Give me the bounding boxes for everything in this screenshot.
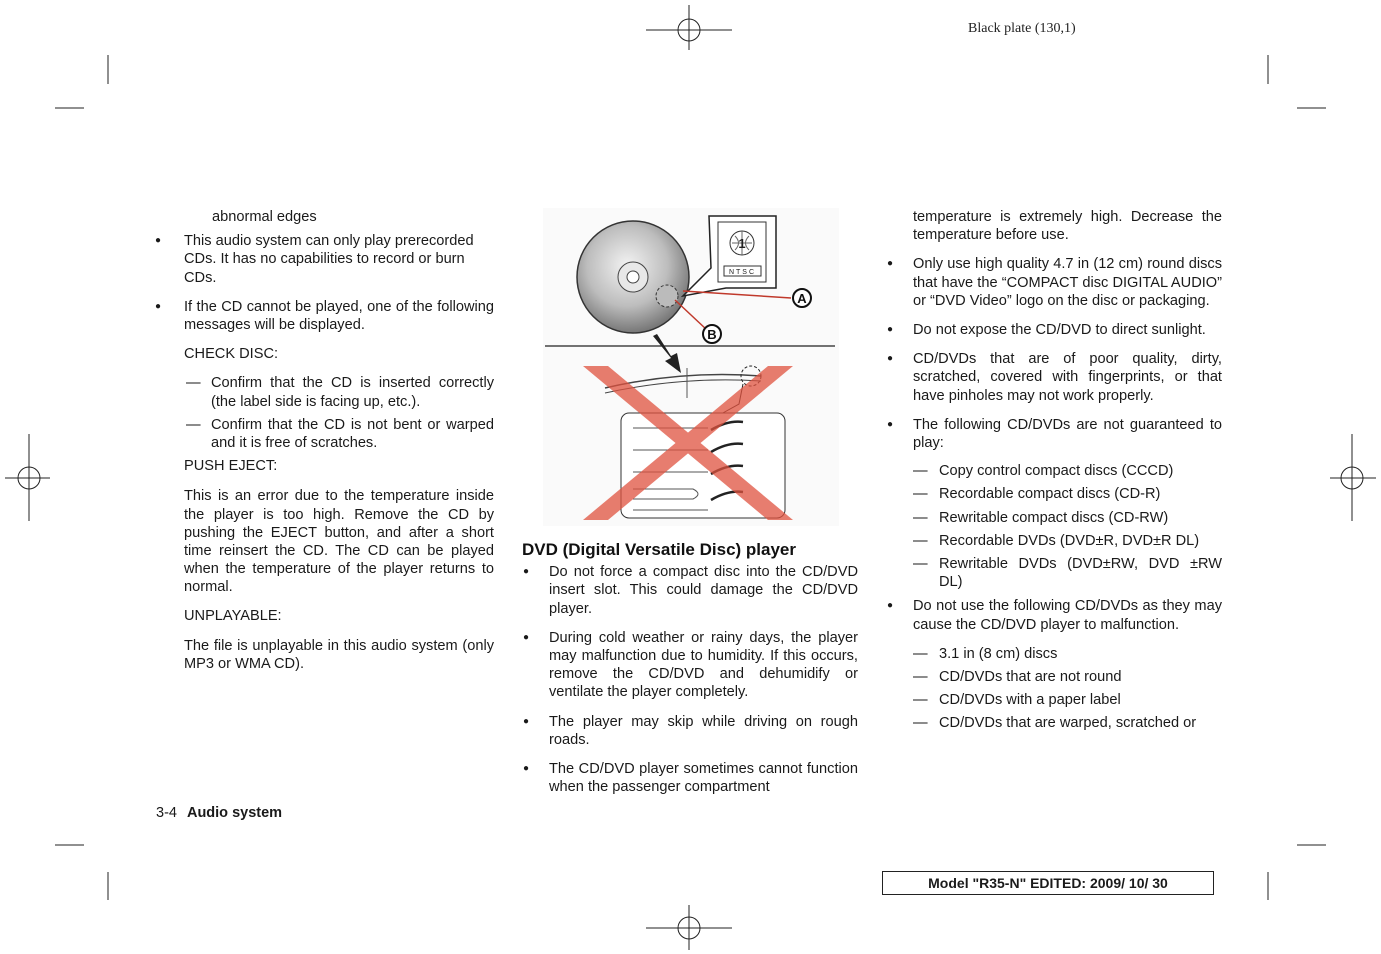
list-item — [913, 645, 1222, 663]
bullet-icon: ● — [887, 418, 894, 430]
dash-icon: — — [913, 669, 928, 686]
page-number: 3-4 — [156, 805, 177, 821]
bullet-icon: ● — [887, 600, 894, 612]
list-item — [155, 298, 494, 334]
bullet-text: This audio system can only play prerecorded CDs. It has no capabilities to record or burn CDs. — [184, 233, 474, 286]
list-item — [887, 597, 1222, 633]
list-item — [913, 555, 1222, 591]
list-item — [913, 532, 1222, 550]
dash-text: Rewritable DVDs (DVD±RW, DVD ±RW DL) — [939, 556, 1222, 591]
disc-icon — [577, 221, 689, 333]
bullet-icon: ● — [523, 715, 530, 727]
dash-text: CD/DVDs that are not round — [939, 669, 1122, 686]
dash-text: Rewritable compact discs (CD-RW) — [939, 509, 1169, 526]
list-item — [913, 462, 1222, 480]
list-item — [184, 374, 494, 410]
dash-icon: — — [913, 486, 928, 503]
plate-label: Black plate (130,1) — [968, 21, 1076, 36]
dash-icon: — — [913, 556, 928, 573]
dash-icon: — — [186, 416, 201, 433]
callout-b-icon — [703, 325, 721, 343]
section-name: Audio system — [186, 805, 283, 821]
bullet-icon: ● — [523, 566, 530, 578]
continued-text: temperature is extremely high. Decrease the temperature before use. — [913, 209, 1222, 244]
dash-text: 3.1 in (8 cm) discs — [939, 645, 1058, 662]
bullet-icon: ● — [523, 631, 530, 643]
bullet-text: During cold weather or rainy days, the player may malfunction due to humidity. If this occurs, remove the CD/DVD and dehumidify or ventilate the player completely. — [549, 629, 858, 701]
list-item — [913, 485, 1222, 503]
list-item — [887, 255, 1222, 310]
model-box: Model "R35-N" EDITED: 2009/ 10/ 30 — [882, 871, 1214, 895]
message-text: This is an error due to the temperature inside the player is too high. Remove the CD by pushing the EJECT button, and after a short time reinsert the CD. The CD can be played when the temperature of the player returns to normal. — [184, 488, 494, 596]
logo-number: 1 — [738, 236, 746, 251]
continued-text: abnormal edges — [212, 209, 317, 225]
dash-icon: — — [913, 692, 928, 709]
ntsc-label: NTSC — [728, 269, 757, 276]
message-heading: CHECK DISC: — [184, 346, 279, 363]
list-item — [523, 713, 858, 749]
dash-list — [913, 645, 1222, 733]
dash-icon: — — [913, 645, 928, 662]
bullet-text: The following CD/DVDs are not guaranteed to play: — [913, 416, 1222, 452]
dash-text: Recordable DVDs (DVD±R, DVD±R DL) — [939, 532, 1200, 549]
bullet-icon: ● — [523, 763, 530, 775]
list-item — [887, 350, 1222, 405]
list-item — [913, 668, 1222, 686]
column-left — [155, 208, 494, 673]
callout-b-label: B — [707, 327, 717, 342]
list-item — [523, 629, 858, 702]
bullet-text: The CD/DVD player sometimes cannot function when the passenger compartment — [549, 761, 858, 796]
list-item — [887, 416, 1222, 452]
dash-text: Recordable compact discs (CD-R) — [939, 486, 1161, 503]
disc-figure — [543, 208, 839, 526]
bullet-icon: ● — [887, 353, 894, 365]
bullet-icon: ● — [887, 258, 894, 270]
bullet-text: If the CD cannot be played, one of the following messages will be displayed. — [184, 298, 494, 334]
list-item — [887, 321, 1222, 339]
dash-list — [913, 462, 1222, 591]
dash-icon: — — [913, 532, 928, 549]
message-heading: UNPLAYABLE: — [184, 607, 282, 624]
dash-text: CD/DVDs that are warped, scratched or — [939, 715, 1197, 732]
bullet-text: Do not use the following CD/DVDs as they may cause the CD/DVD player to malfunction. — [913, 598, 1222, 633]
column-right — [887, 208, 1222, 733]
section-heading: DVD (Digital Versatile Disc) player — [522, 540, 796, 559]
list-item — [155, 232, 494, 287]
list-item — [913, 509, 1222, 527]
message-text: The file is unplayable in this audio system (only MP3 or WMA CD). — [184, 637, 494, 673]
list-item — [523, 760, 858, 796]
dash-icon: — — [913, 715, 928, 732]
list-item — [913, 691, 1222, 709]
column-middle — [522, 540, 858, 796]
dash-icon: — — [913, 509, 928, 526]
bullet-icon: ● — [155, 235, 162, 247]
dash-text: Copy control compact discs (CCCD) — [939, 463, 1174, 480]
bullet-text: Only use high quality 4.7 in (12 cm) round discs that have the “COMPACT disc DIGITAL AUDIO” or “DVD Video” logo on the disc or packaging. — [913, 256, 1222, 309]
dash-text: Confirm that the CD is not bent or warped and it is free of scratches. — [211, 416, 494, 452]
dash-text: Confirm that the CD is inserted correctly (the label side is facing up, etc.). — [211, 375, 494, 410]
dash-icon: — — [186, 375, 201, 392]
list-item — [184, 416, 494, 452]
page-footer — [156, 805, 282, 821]
callout-a-icon — [793, 289, 811, 307]
bullet-icon: ● — [887, 324, 894, 336]
bullet-text: Do not expose the CD/DVD to direct sunlight. — [913, 322, 1206, 339]
bullet-icon: ● — [155, 300, 162, 312]
bullet-text: Do not force a compact disc into the CD/DVD insert slot. This could damage the CD/DVD player. — [549, 564, 858, 617]
list-item — [523, 563, 858, 618]
list-item — [913, 714, 1222, 732]
bullet-text: The player may skip while driving on rough roads. — [549, 713, 858, 748]
message-heading: PUSH EJECT: — [184, 458, 278, 475]
dash-text: CD/DVDs with a paper label — [939, 692, 1121, 709]
dash-icon: — — [913, 463, 928, 480]
callout-a-label: A — [797, 291, 807, 306]
bullet-text: CD/DVDs that are of poor quality, dirty, scratched, covered with fingerprints, or that have pinholes may not work properly. — [913, 351, 1222, 404]
